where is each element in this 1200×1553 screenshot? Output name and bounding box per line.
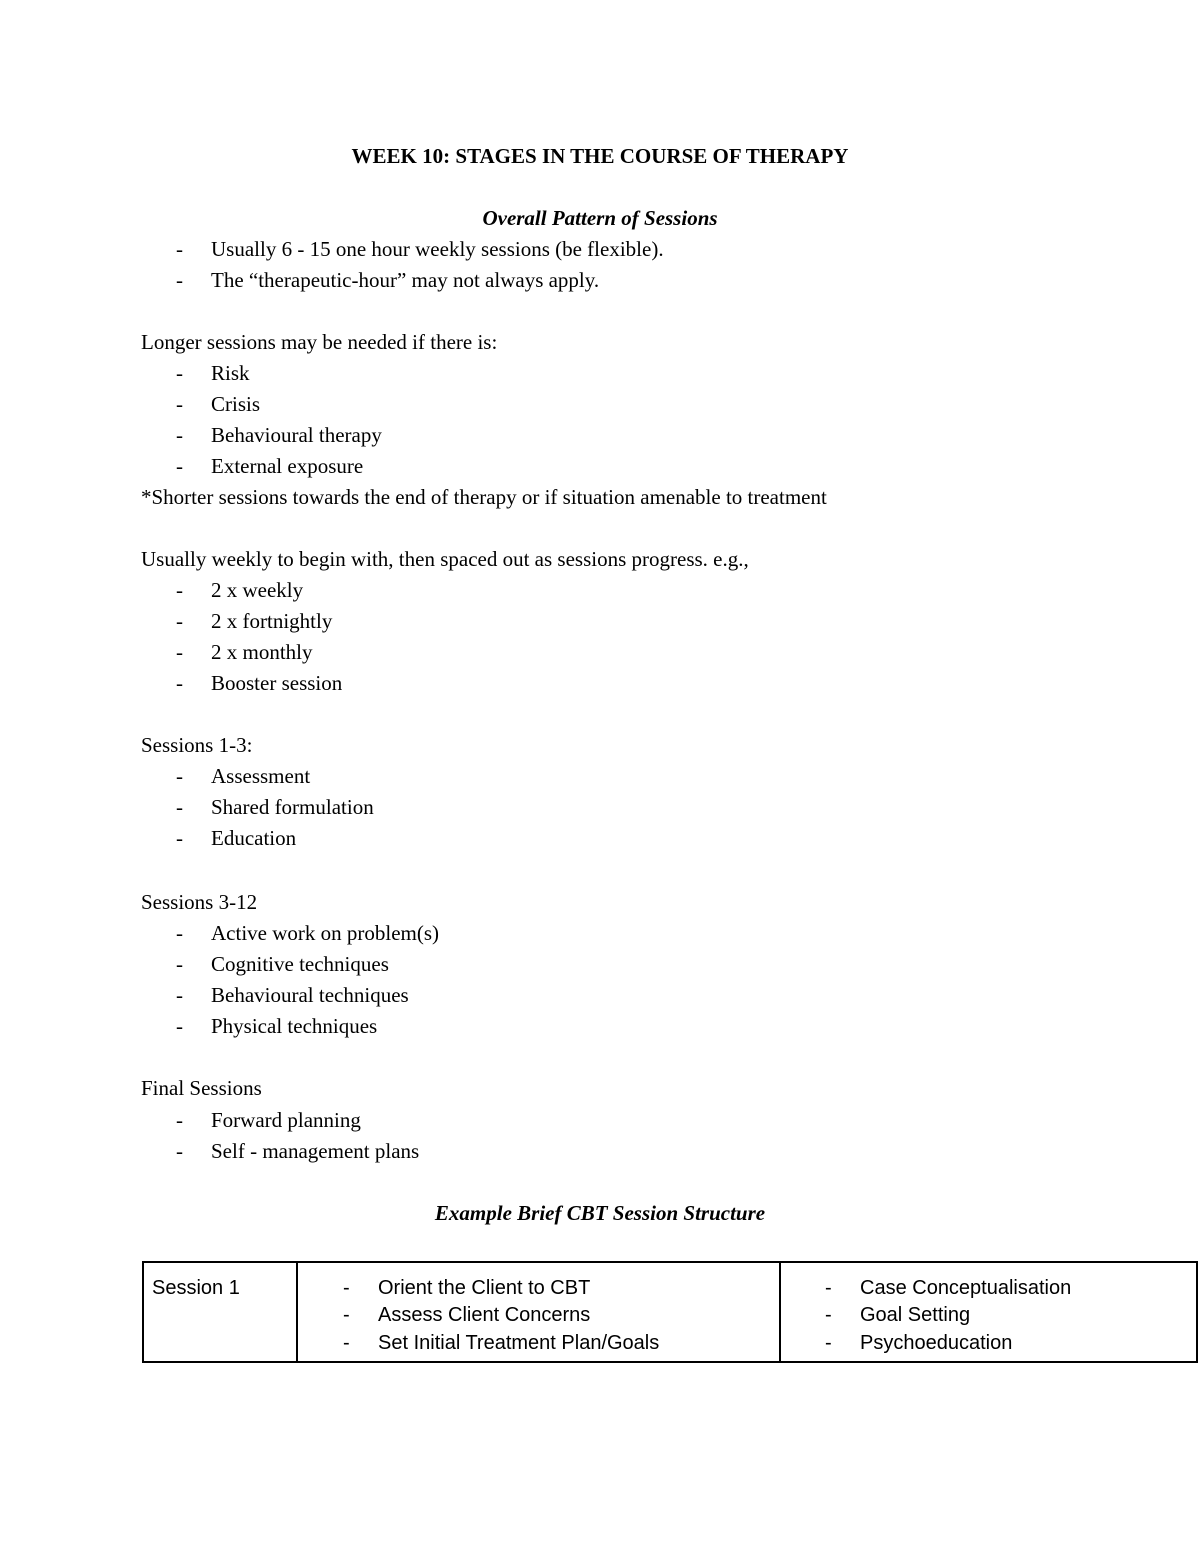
bullet-dash: - [343, 1304, 350, 1326]
bullet-dash: - [176, 1108, 183, 1132]
bullet-dash: - [176, 454, 183, 478]
paragraph-usually-weekly: Usually weekly to begin with, then spaced out as sessions progress. e.g., [141, 547, 749, 571]
list-item-text: Physical techniques [211, 1014, 378, 1038]
bullet-dash: - [176, 268, 183, 292]
bullet-dash: - [343, 1332, 350, 1354]
bullet-dash: - [825, 1277, 832, 1299]
list-item-text: Education [211, 826, 297, 850]
note-shorter-sessions: *Shorter sessions towards the end of therapy or if situation amenable to treatment [141, 485, 827, 509]
bullet-dash: - [176, 392, 183, 416]
list-item-text: Goal Setting [860, 1304, 971, 1326]
page-title: WEEK 10: STAGES IN THE COURSE OF THERAPY [351, 144, 849, 168]
table-cell-session [144, 1263, 298, 1361]
bullet-dash: - [176, 578, 183, 602]
list-item-text: External exposure [211, 454, 364, 478]
heading-sessions-3-12: Sessions 3-12 [141, 890, 258, 914]
bullet-dash: - [176, 983, 183, 1007]
paragraph-longer-sessions: Longer sessions may be needed if there is: [141, 330, 498, 354]
section-heading-example-cbt: Example Brief CBT Session Structure [434, 1201, 766, 1225]
bullet-dash: - [343, 1277, 350, 1299]
list-item-text: Assess Client Concerns [378, 1304, 591, 1326]
list-item-text: Assessment [211, 764, 311, 788]
session-structure-table [142, 1261, 1198, 1363]
list-item-text: Booster session [211, 671, 343, 695]
bullet-dash: - [176, 640, 183, 664]
section-heading-overall-pattern: Overall Pattern of Sessions [482, 206, 718, 230]
bullet-dash: - [176, 1014, 183, 1038]
list-item-text: Shared formulation [211, 795, 374, 819]
bullet-dash: - [176, 1139, 183, 1163]
list-item-text: Crisis [211, 392, 261, 416]
bullet-dash: - [176, 237, 183, 261]
list-item-text: Risk [211, 361, 250, 385]
bullet-dash: - [176, 609, 183, 633]
list-item-text: 2 x weekly [211, 578, 304, 602]
heading-sessions-1-3: Sessions 1-3: [141, 733, 253, 757]
heading-final-sessions: Final Sessions [141, 1076, 262, 1100]
bullet-dash: - [176, 361, 183, 385]
list-item-text: Self - management plans [211, 1139, 420, 1163]
list-item-text: Active work on problem(s) [211, 921, 440, 945]
bullet-dash: - [176, 952, 183, 976]
bullet-dash: - [176, 826, 183, 850]
list-item-text: Psychoeducation [860, 1332, 1013, 1354]
list-item-text: Behavioural techniques [211, 983, 409, 1007]
list-item-text: Orient the Client to CBT [378, 1277, 591, 1299]
bullet-dash: - [825, 1332, 832, 1354]
table-cell-components [781, 1263, 1198, 1361]
bullet-dash: - [176, 921, 183, 945]
bullet-dash: - [176, 423, 183, 447]
list-item-text: The “therapeutic-hour” may not always apply. [211, 268, 600, 292]
list-item-text: Set Initial Treatment Plan/Goals [378, 1332, 660, 1354]
list-item-text: Case Conceptualisation [860, 1277, 1072, 1299]
table-cell-activities [298, 1263, 781, 1361]
bullet-dash: - [176, 671, 183, 695]
list-item-text: Forward planning [211, 1108, 361, 1132]
bullet-dash: - [176, 764, 183, 788]
bullet-dash: - [176, 795, 183, 819]
session-label: Session 1 [152, 1277, 240, 1299]
bullet-dash: - [825, 1304, 832, 1326]
list-item-text: Cognitive techniques [211, 952, 389, 976]
list-item-text: 2 x monthly [211, 640, 313, 664]
list-item-text: 2 x fortnightly [211, 609, 333, 633]
list-item-text: Usually 6 - 15 one hour weekly sessions (be flexible). [211, 237, 664, 261]
list-item-text: Behavioural therapy [211, 423, 382, 447]
